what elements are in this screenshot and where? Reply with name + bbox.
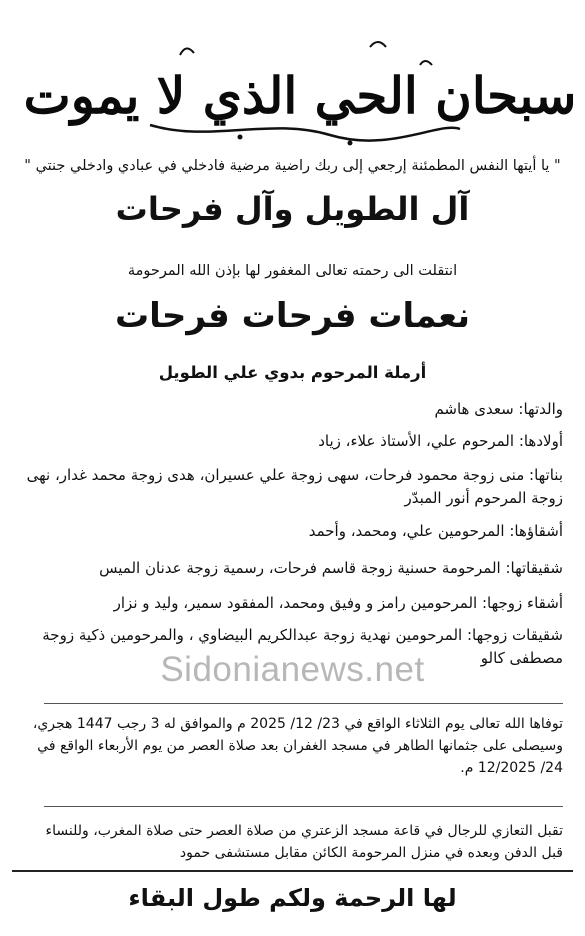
watermark-text: Sidonianews.net [160,650,425,689]
divider-2 [44,806,563,807]
calligraphy-text: سبحان الحي الذي لا يموت [23,66,577,125]
calligraphy-header [23,25,577,150]
quran-verse: " يا أيتها النفس المطمئنة إرجعي إلى ربك راضية مرضية فادخلي في عبادي وادخلي جنتي " [24,158,561,174]
relative-brothers: أشقاؤها: المرحومين علي، ومحمد، وأحمد [308,522,563,540]
closing-line: لها الرحمة ولكم طول البقاء [128,884,457,912]
family-title: آل الطويل وآل فرحات [115,190,470,228]
relative-sisters: شقيقاتها: المرحومة حسنية زوجة قاسم فرحات، رسمية زوجة عدنان الميس [99,559,563,577]
divider-1 [44,703,563,704]
funeral-details: توفاها الله تعالى يوم الثلاثاء الواقع في 23/ 12/ 2025 م والموافق له 3 رجب 1447 هجري، وسيصلى على جثمانها الطاهر في مسجد الغفران بعد صلاة العصر من يوم الأربعاء الواقع في 24/ 12/2025 م. [32,716,563,776]
relative-children: أولادها: المرحوم علي، الأستاذ علاء، زياد [318,432,563,450]
deceased-name: نعمات فرحات فرحات [114,296,471,336]
relative-mother: والدتها: سعدى هاشم [434,400,563,418]
divider-3 [12,870,573,872]
widow-of-line: أرملة المرحوم بدوي علي الطويل [158,363,427,382]
relative-husband-brothers: أشقاء زوجها: المرحومين رامز و وفيق ومحمد، المفقود سمير، وليد و نزار [113,594,563,612]
relative-husband-sisters: شقيقات زوجها: المرحومين نهدية زوجة عبدالكريم البيضاوي ، والمرحومين ذكية زوجة مصطفى كالو [42,626,563,667]
calligraphy-art [23,25,577,150]
announcement-text: انتقلت الى رحمته تعالى المغفور لها بإذن الله المرحومة [127,263,458,279]
condolences-details: تقبل التعازي للرجال في قاعة مسجد الزعتري من صلاة العصر حتى صلاة المغرب، وللنساء قبل الدفن وبعده في منزل المرحومة الكائن مقابل مستشفى حمود [45,823,563,861]
relative-daughters: بناتها: منى زوجة محمود فرحات، سهى زوجة علي عسيران، هدى زوجة محمد غدار، نهى زوجة المرحوم أنور المبدّر [26,466,563,507]
